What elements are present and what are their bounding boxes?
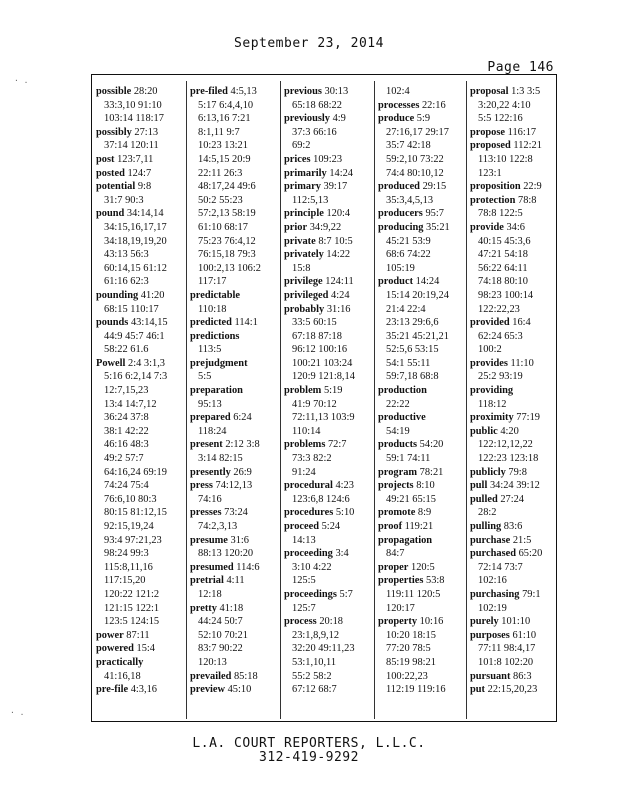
index-entry: promote 8:9 xyxy=(378,507,432,519)
index-page-refs: 56:22 64:11 xyxy=(478,262,528,274)
index-page-refs: 119:11 120:5 xyxy=(386,588,441,600)
index-entry: proper 120:5 xyxy=(378,561,435,573)
index-entry: procedures 5:10 xyxy=(284,507,355,519)
index-entry: privilege 124:11 xyxy=(284,276,354,288)
index-page-refs: 35:21 45:21,21 xyxy=(386,330,449,342)
index-entry: predicted 114:1 xyxy=(190,317,258,329)
index-page-refs: 50:2 55:23 xyxy=(198,194,243,206)
index-page-refs: 101:8 102:20 xyxy=(478,656,534,668)
index-entry: primarily 14:24 xyxy=(284,167,353,179)
index-page-refs: 122:23 123:18 xyxy=(478,453,539,465)
index-page-refs: 15:14 20:19,24 xyxy=(386,289,449,301)
index-page-refs: 52:10 70:21 xyxy=(198,629,248,641)
index-page-refs: 65:18 68:22 xyxy=(292,99,342,111)
index-page-refs: 78:8 122:5 xyxy=(478,208,523,220)
index-entry: previously 4:9 xyxy=(284,113,346,125)
index-entry: program 78:21 xyxy=(378,466,444,478)
index-entry: privately 14:22 xyxy=(284,249,351,261)
index-page-refs: 58:22 61.6 xyxy=(104,344,149,356)
index-page-refs: 62:24 65:3 xyxy=(478,330,523,342)
index-page-refs: 32:20 49:11,23 xyxy=(292,643,355,655)
index-page-refs: 5:5 122:16 xyxy=(478,113,523,125)
index-entry: properties 53:8 xyxy=(378,575,445,587)
index-page-refs: 34:18,19,19,20 xyxy=(104,235,167,247)
index-entry: presumed 114:6 xyxy=(190,561,260,573)
index-entry: pull 34:24 39:12 xyxy=(470,480,540,492)
index-entry: producing 35:21 xyxy=(378,221,450,233)
index-page-refs: 33:3,10 91:10 xyxy=(104,99,162,111)
index-page-refs: 68:15 110:17 xyxy=(104,303,159,315)
index-entry: powered 15:4 xyxy=(96,643,155,655)
index-page-refs: 102:19 xyxy=(478,602,507,614)
index-page-refs: 43:13 56:3 xyxy=(104,249,149,261)
index-page-refs: 123:1 xyxy=(478,167,502,179)
index-entry: product 14:24 xyxy=(378,276,440,288)
index-page-refs: 100:2,13 106:2 xyxy=(198,262,261,274)
index-page-refs: 35:7 42:18 xyxy=(386,140,431,152)
index-page-refs: 5:17 6:4,4,10 xyxy=(198,99,254,111)
index-page-refs: 117:15,20 xyxy=(104,575,146,587)
index-entry: producers 95:7 xyxy=(378,208,444,220)
index-entry: proceed 5:24 xyxy=(284,521,341,532)
index-page-refs: 125:7 xyxy=(292,602,316,614)
index-page-refs: 121:15 122:1 xyxy=(104,602,160,614)
index-page-refs: 3:10 4:22 xyxy=(292,561,332,573)
index-page-refs: 10:23 13:21 xyxy=(198,140,248,152)
index-entry: purchased 65:20 xyxy=(470,548,543,560)
index-entry: preparation xyxy=(190,385,243,397)
index-entry: process 20:18 xyxy=(284,616,343,628)
index-entry: principle 120:4 xyxy=(284,208,351,220)
index-entry: pulling 83:6 xyxy=(470,521,523,532)
index-entry: provided 16:4 xyxy=(470,317,531,329)
index-page-refs: 76:15,18 79:3 xyxy=(198,249,256,261)
index-page-refs: 27:16,17 29:17 xyxy=(386,126,449,138)
index-entry: presses 73:24 xyxy=(190,507,248,519)
index-entry: produced 29:15 xyxy=(378,181,447,193)
index-entry: primary 39:17 xyxy=(284,181,348,193)
index-entry: productive xyxy=(378,412,426,424)
index-entry: production xyxy=(378,385,427,397)
index-entry: pretty 41:18 xyxy=(190,602,244,614)
index-page-refs: 112:5,13 xyxy=(292,194,329,206)
index-page-refs: 35:3,4,5,13 xyxy=(386,194,434,206)
index-entry: pursuant 86:3 xyxy=(470,670,532,682)
index-page-refs: 98:23 100:14 xyxy=(478,289,534,301)
index-column-2 xyxy=(190,85,283,715)
index-page-refs: 41:16,18 xyxy=(104,670,141,682)
index-entry: practically xyxy=(96,656,144,668)
index-page-refs: 95:13 xyxy=(198,398,222,410)
index-entry: press 74:12,13 xyxy=(190,480,253,492)
index-entry: probably 31:16 xyxy=(284,303,351,315)
index-page-refs: 46:16 48:3 xyxy=(104,439,149,451)
index-page-refs: 120:22 121:2 xyxy=(104,588,160,600)
index-page-refs: 80:15 81:12,15 xyxy=(104,507,167,519)
index-page-refs: 100:22,23 xyxy=(386,670,428,682)
index-page-refs: 125:5 xyxy=(292,575,316,587)
index-page-refs: 45:21 53:9 xyxy=(386,235,431,247)
index-entry: predictable xyxy=(190,289,241,301)
index-page-refs: 55:2 58:2 xyxy=(292,670,332,682)
index-entry: presently 26:9 xyxy=(190,466,252,478)
index-page-refs: 118:12 xyxy=(478,398,507,410)
index-entry: prepared 6:24 xyxy=(190,412,252,424)
index-page-refs: 22:22 xyxy=(386,398,410,410)
index-page-refs: 37:14 120:11 xyxy=(104,140,159,152)
index-page-refs: 77:11 98:4,17 xyxy=(478,643,536,655)
index-page-refs: 59:7,18 68:8 xyxy=(386,371,439,383)
index-page-refs: 74:2,3,13 xyxy=(198,521,238,532)
index-page-refs: 47:21 54:18 xyxy=(478,249,528,261)
index-entry: presume 31:6 xyxy=(190,534,249,546)
index-page-refs: 69:2 xyxy=(292,140,311,152)
index-entry: pre-filed 4:5,13 xyxy=(190,86,257,97)
index-page-refs: 84:7 xyxy=(386,548,405,560)
index-entry: power 87:11 xyxy=(96,629,150,641)
index-page-refs: 110:14 xyxy=(292,425,321,437)
index-page-refs: 21:4 22:4 xyxy=(386,303,426,315)
index-page-refs: 37:3 66:16 xyxy=(292,126,337,138)
scan-mark: · . xyxy=(14,76,29,85)
page-number: Page 146 xyxy=(487,60,554,75)
index-entry: prior 34:9,22 xyxy=(284,221,342,233)
index-entry: prevailed 85:18 xyxy=(190,670,258,682)
index-entry: public 4:20 xyxy=(470,425,519,437)
index-page-refs: 110:18 xyxy=(198,303,227,315)
index-page-refs: 123:5 124:15 xyxy=(104,616,160,628)
index-entry: proof 119:21 xyxy=(378,521,434,532)
index-page-refs: 102:16 xyxy=(478,575,507,587)
word-index-box xyxy=(91,74,557,722)
index-column-4 xyxy=(378,85,471,715)
index-page-refs: 6:13,16 7:21 xyxy=(198,113,251,125)
index-page-refs: 120:17 xyxy=(386,602,415,614)
index-entry: post 123:7,11 xyxy=(96,153,154,165)
index-entry: propose 116:17 xyxy=(470,126,537,138)
index-page-refs: 76:6,10 80:3 xyxy=(104,493,157,505)
index-entry: private 8:7 10:5 xyxy=(284,235,353,247)
index-entry: projects 8:10 xyxy=(378,480,435,492)
index-entry: property 10:16 xyxy=(378,616,444,628)
index-entry: proposal 1:3 3:5 xyxy=(470,86,541,97)
index-entry: proceedings 5:7 xyxy=(284,588,353,600)
index-page-refs: 83:7 90:22 xyxy=(198,643,243,655)
index-page-refs: 73:3 82:2 xyxy=(292,453,332,465)
index-page-refs: 12:7,15,23 xyxy=(104,385,149,397)
index-entry: processes 22:16 xyxy=(378,99,446,111)
index-column-3 xyxy=(284,85,377,715)
index-page-refs: 113:10 122:8 xyxy=(478,153,533,165)
index-page-refs: 60:14,15 61:12 xyxy=(104,262,167,274)
index-entry: pounds 43:14,15 xyxy=(96,317,168,329)
index-entry: provides 11:10 xyxy=(470,357,534,369)
index-page-refs: 74:16 xyxy=(198,493,222,505)
index-page-refs: 92:15,19,24 xyxy=(104,521,154,532)
index-page-refs: 115:8,11,16 xyxy=(104,561,153,573)
index-page-refs: 28:2 xyxy=(478,507,497,519)
index-page-refs: 102:4 xyxy=(386,86,410,97)
index-entry: purposes 61:10 xyxy=(470,629,537,641)
index-page-refs: 23:1,8,9,12 xyxy=(292,629,340,641)
index-page-refs: 75:23 76:4,12 xyxy=(198,235,256,247)
index-page-refs: 57:2,13 58:19 xyxy=(198,208,256,220)
reporter-name: L.A. COURT REPORTERS, L.L.C. xyxy=(192,736,426,751)
index-page-refs: 25:2 93:19 xyxy=(478,371,523,383)
index-page-refs: 68:6 74:22 xyxy=(386,249,431,261)
index-entry: proposition 22:9 xyxy=(470,181,542,193)
index-entry: pulled 27:24 xyxy=(470,493,525,505)
index-page-refs: 113:5 xyxy=(198,344,222,356)
index-page-refs: 49:21 65:15 xyxy=(386,493,436,505)
index-page-refs: 67:12 68:7 xyxy=(292,684,337,696)
index-page-refs: 112:19 119:16 xyxy=(386,684,446,696)
index-page-refs: 40:15 45:3,6 xyxy=(478,235,531,247)
index-page-refs: 74:24 75:4 xyxy=(104,480,149,492)
index-entry: privileged 4:24 xyxy=(284,289,350,301)
index-page-refs: 103:14 118:17 xyxy=(104,113,164,125)
index-page-refs: 88:13 120:20 xyxy=(198,548,254,560)
index-page-refs: 49:2 57:7 xyxy=(104,453,144,465)
index-page-refs: 12:18 xyxy=(198,588,222,600)
index-page-refs: 100:2 xyxy=(478,344,502,356)
index-page-refs: 118:24 xyxy=(198,425,227,437)
index-entry: pretrial 4:11 xyxy=(190,575,245,587)
index-page-refs: 15:8 xyxy=(292,262,311,274)
index-page-refs: 67:18 87:18 xyxy=(292,330,342,342)
index-page-refs: 44:9 45:7 46:1 xyxy=(104,330,165,342)
index-page-refs: 53:1,10,11 xyxy=(292,656,337,668)
index-entry: purchasing 79:1 xyxy=(470,588,541,600)
index-page-refs: 44:24 50:7 xyxy=(198,616,243,628)
index-page-refs: 54:19 xyxy=(386,425,410,437)
index-entry: pounding 41:20 xyxy=(96,289,165,301)
index-page-refs: 31:7 90:3 xyxy=(104,194,144,206)
index-page-refs: 14:13 xyxy=(292,534,316,546)
index-page-refs: 8:1,11 9:7 xyxy=(198,126,240,138)
index-page-refs: 64:16,24 69:19 xyxy=(104,466,167,478)
index-page-refs: 105:19 xyxy=(386,262,415,274)
index-entry: possible 28:20 xyxy=(96,86,158,97)
index-entry: problems 72:7 xyxy=(284,439,347,451)
index-entry: potential 9:8 xyxy=(96,181,152,193)
index-page-refs: 93:4 97:21,23 xyxy=(104,534,162,546)
index-page-refs: 3:20,22 4:10 xyxy=(478,99,531,111)
index-page-refs: 52:5,6 53:15 xyxy=(386,344,439,356)
index-page-refs: 54:1 55:11 xyxy=(386,357,431,369)
index-entry: procedural 4:23 xyxy=(284,480,354,492)
index-page-refs: 120:9 121:8,14 xyxy=(292,371,355,383)
scan-mark: · . xyxy=(10,708,25,717)
index-page-refs: 96:12 100:16 xyxy=(292,344,348,356)
index-entry: preview 45:10 xyxy=(190,684,252,696)
index-entry: provide 34:6 xyxy=(470,221,525,233)
index-entry: publicly 79:8 xyxy=(470,466,527,478)
index-entry: products 54:20 xyxy=(378,439,444,451)
index-entry: prices 109:23 xyxy=(284,153,343,165)
index-entry: purchase 21:5 xyxy=(470,534,532,546)
index-entry: Powell 2:4 3:1,3 xyxy=(96,357,165,369)
index-page-refs: 48:17,24 49:6 xyxy=(198,181,256,193)
index-page-refs: 77:20 78:5 xyxy=(386,643,431,655)
index-page-refs: 59:1 74:11 xyxy=(386,453,431,465)
index-page-refs: 22:11 26:3 xyxy=(198,167,243,179)
index-entry: proceeding 3:4 xyxy=(284,548,349,560)
index-page-refs: 10:20 18:15 xyxy=(386,629,436,641)
index-page-refs: 61:10 68:17 xyxy=(198,221,248,233)
index-entry: problem 5:19 xyxy=(284,385,343,397)
index-page-refs: 72:14 73:7 xyxy=(478,561,523,573)
index-page-refs: 72:11,13 103:9 xyxy=(292,412,355,424)
index-entry: present 2:12 3:8 xyxy=(190,439,260,451)
index-page-refs: 74:18 80:10 xyxy=(478,276,528,288)
index-page-refs: 91:24 xyxy=(292,466,316,478)
index-entry: predictions xyxy=(190,330,240,342)
index-entry: proposed 112:21 xyxy=(470,140,542,152)
index-page-refs: 120:13 xyxy=(198,656,227,668)
index-page-refs: 38:1 42:22 xyxy=(104,425,149,437)
index-page-refs: 122:22,23 xyxy=(478,303,520,315)
index-page-refs: 13:4 14:7,12 xyxy=(104,398,157,410)
index-page-refs: 85:19 98:21 xyxy=(386,656,436,668)
index-entry: pound 34:14,14 xyxy=(96,208,164,220)
index-page-refs: 41:9 70:12 xyxy=(292,398,337,410)
transcript-date: September 23, 2014 xyxy=(234,36,384,51)
index-entry: prejudgment xyxy=(190,357,248,369)
index-entry: put 22:15,20,23 xyxy=(470,684,538,696)
index-page-refs: 33:5 60:15 xyxy=(292,317,337,329)
index-page-refs: 98:24 99:3 xyxy=(104,548,149,560)
index-page-refs: 34:15,16,17,17 xyxy=(104,221,167,233)
index-page-refs: 23:13 29:6,6 xyxy=(386,317,439,329)
index-page-refs: 122:12,12,22 xyxy=(478,439,533,451)
index-column-1 xyxy=(96,85,189,715)
index-entry: providing xyxy=(470,385,514,397)
index-page-refs: 61:16 62:3 xyxy=(104,276,149,288)
index-entry: posted 124:7 xyxy=(96,167,152,179)
index-page-refs: 117:17 xyxy=(198,276,227,288)
index-entry: proximity 77:19 xyxy=(470,412,540,424)
index-page-refs: 5:16 6:2,14 7:3 xyxy=(104,371,168,383)
index-entry: propagation xyxy=(378,534,433,546)
index-entry: possibly 27:13 xyxy=(96,126,159,138)
index-entry: pre-file 4:3,16 xyxy=(96,684,157,696)
index-entry: protection 78:8 xyxy=(470,194,537,206)
index-page-refs: 36:24 37:8 xyxy=(104,412,149,424)
index-entry: purely 101:10 xyxy=(470,616,531,628)
reporter-phone: 312-419-9292 xyxy=(259,750,359,765)
index-page-refs: 123:6,8 124:6 xyxy=(292,493,350,505)
index-column-5 xyxy=(470,85,563,715)
index-entry: produce 5:9 xyxy=(378,113,431,125)
index-page-refs: 59:2,10 73:22 xyxy=(386,153,444,165)
index-page-refs: 3:14 82:15 xyxy=(198,453,243,465)
index-page-refs: 14:5,15 20:9 xyxy=(198,153,251,165)
index-entry: previous 30:13 xyxy=(284,86,349,97)
index-page-refs: 74:4 80:10,12 xyxy=(386,167,444,179)
index-page-refs: 100:21 103:24 xyxy=(292,357,353,369)
index-page-refs: 5:5 xyxy=(198,371,212,383)
